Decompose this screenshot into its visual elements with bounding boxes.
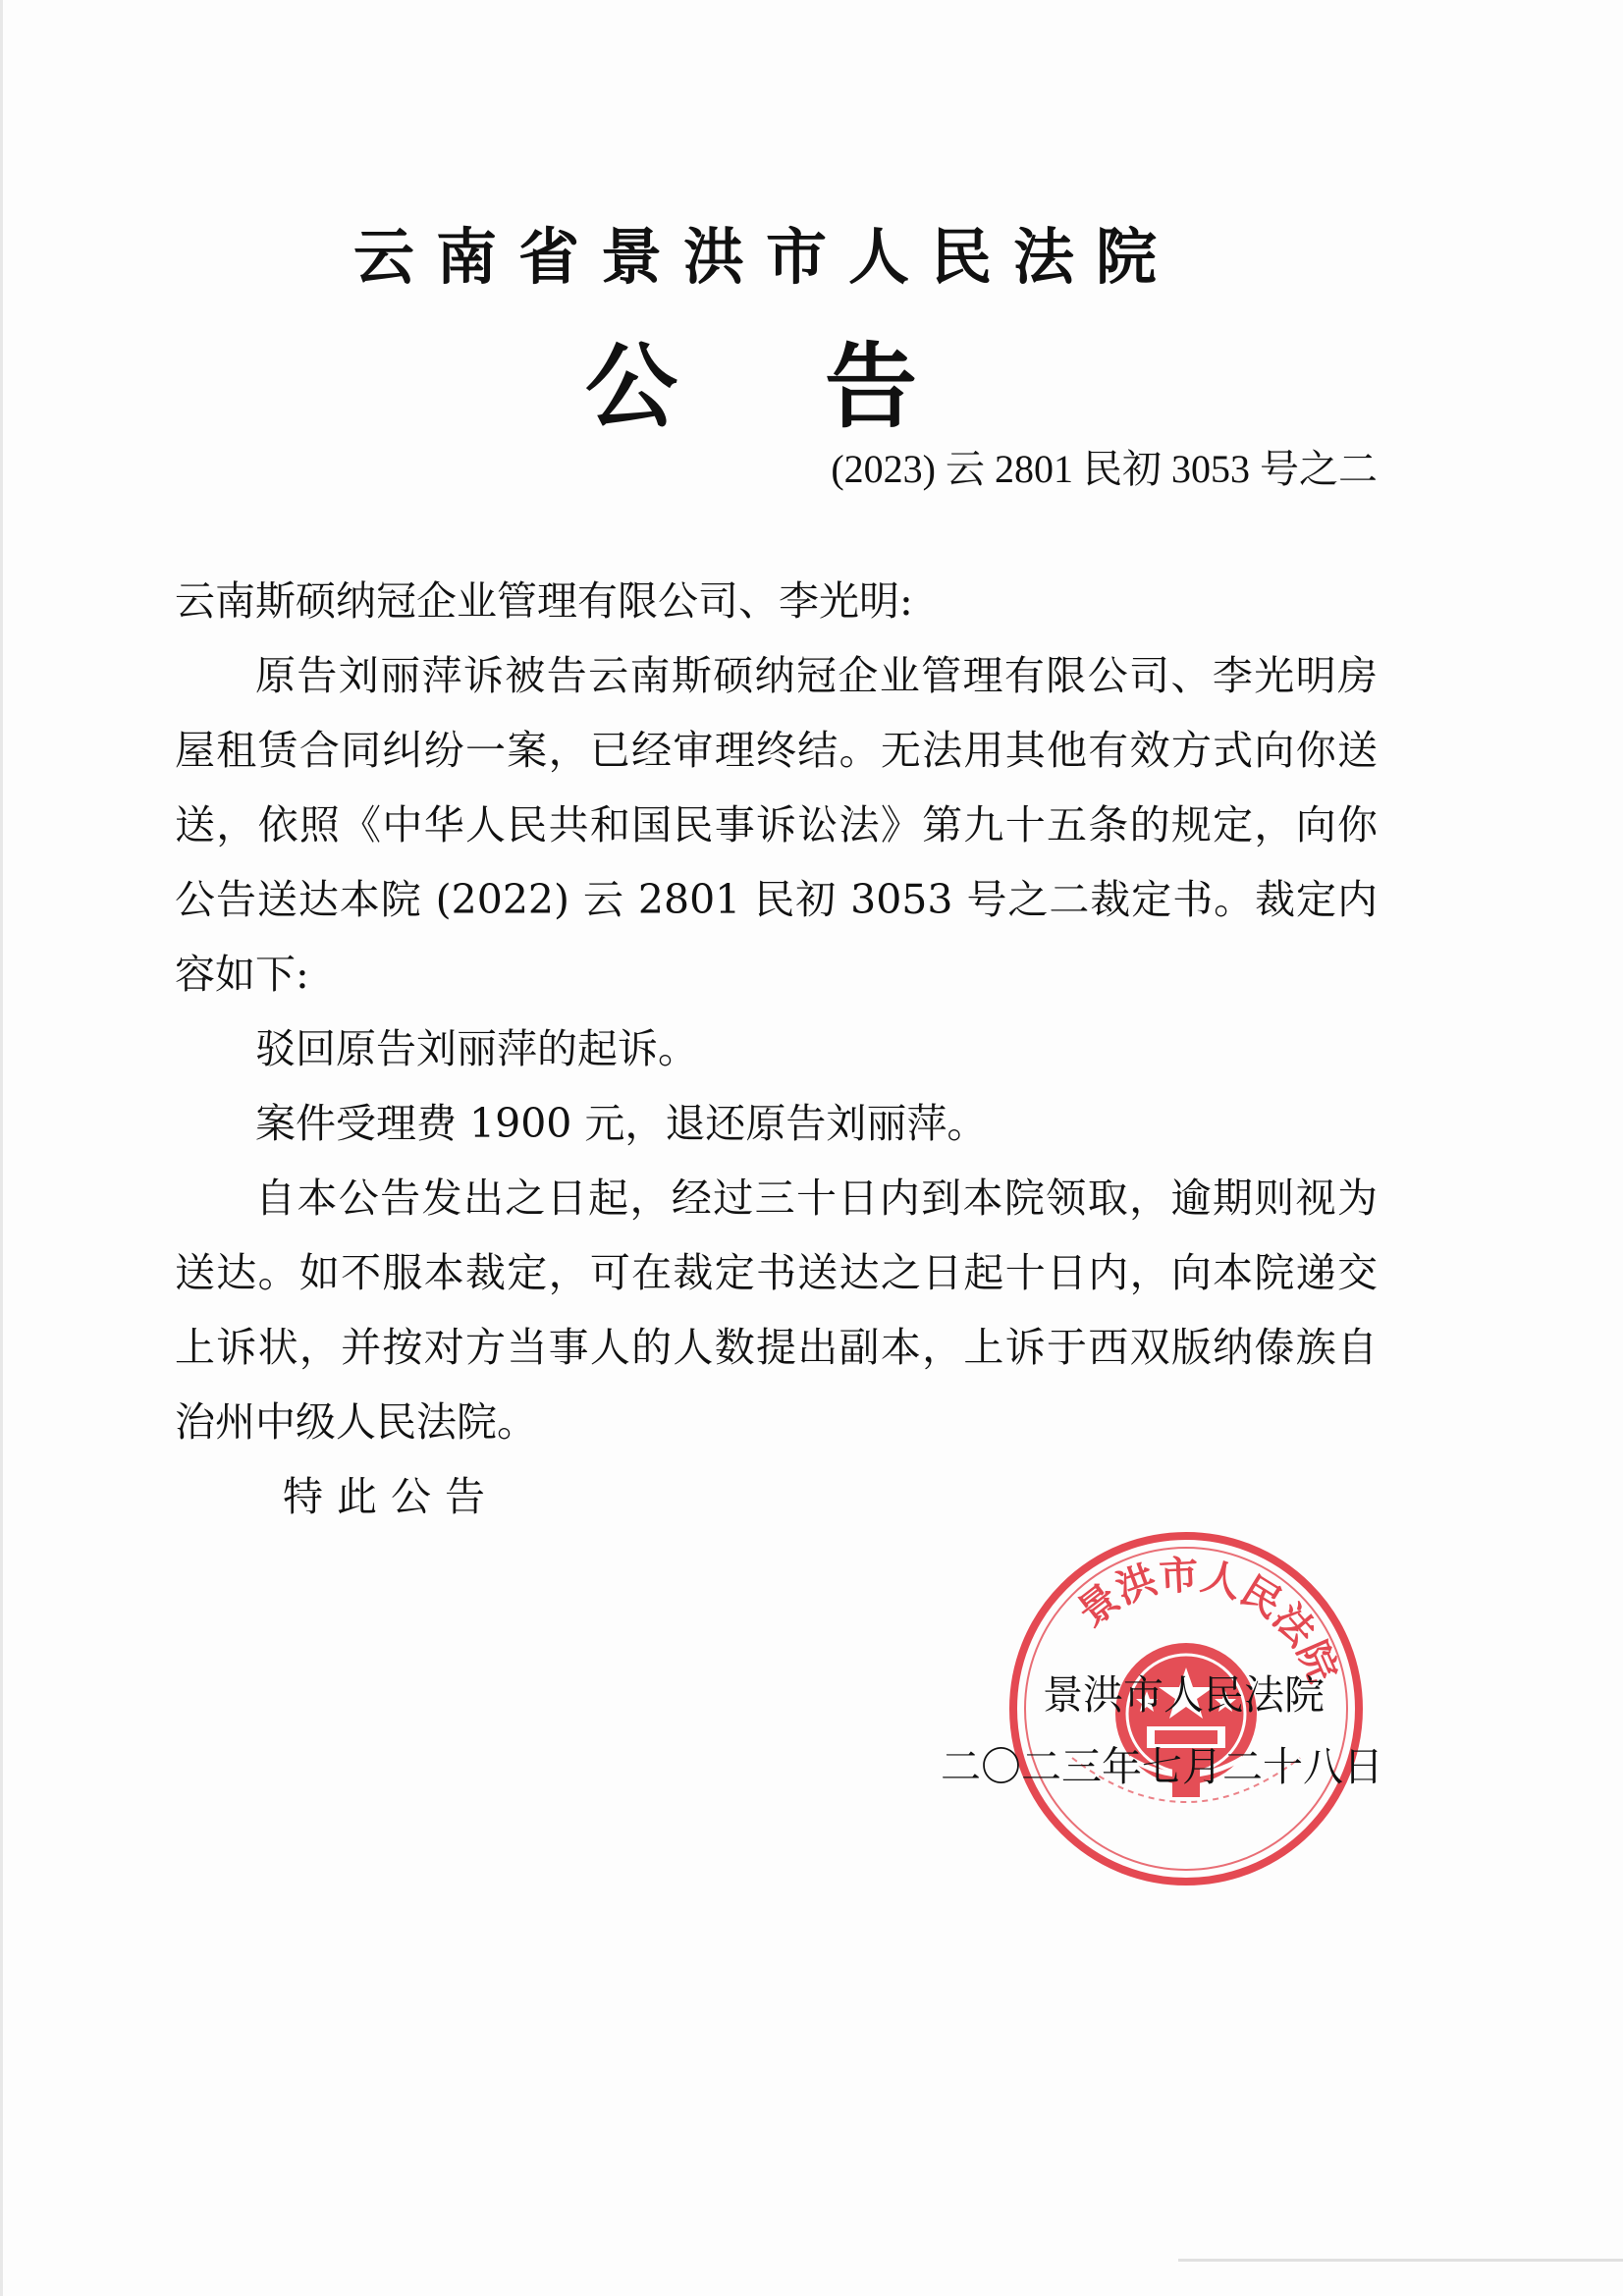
ruling-item-2: 案件受理费 1900 元，退还原告刘丽萍。 (255, 1100, 988, 1147)
case-number: (2023) 云 2801 民初 3053 号之二 (831, 447, 1378, 491)
notice-title: 公告 (585, 333, 1065, 441)
notice-body (175, 564, 1378, 1534)
notice-paragraph-2: 自本公告发出之日起，经过三十日内到本院领取，逾期则视为送达。如不服本裁定，可在裁定书送达之日起十日内，向本院递交上诉状，并按对方当事人的人数提出副本，上诉于西双版纳傣族自治州中级人民法院。 (175, 1175, 1378, 1446)
signature-court: 景洪市人民法院 (1043, 1671, 1325, 1719)
closing-phrase: 特此公告 (283, 1473, 499, 1520)
signature-date: 二〇二三年七月二十八日 (941, 1743, 1383, 1790)
court-name-heading: 云南省景洪市人民法院 (353, 221, 1179, 293)
scan-edge (0, 0, 3, 2296)
notice-paragraph-1: 原告刘丽萍诉被告云南斯硕纳冠企业管理有限公司、李光明房屋租赁合同纠纷一案，已经审理终结。无法用其他有效方式向你送送，依照《中华人民共和国民事诉讼法》第九十五条的规定，向你公告送达本院 (2022) 云 2801 民初 3053 号之二裁定书。裁定内容如下: (175, 652, 1378, 998)
scan-bottom-edge (1178, 2259, 1623, 2262)
ruling-item-1: 驳回原告刘丽萍的起诉。 (255, 1025, 698, 1072)
seal-text: 景洪市人民法院 (1068, 1552, 1346, 1689)
addressee: 云南斯硕纳冠企业管理有限公司、李光明: (175, 577, 913, 625)
